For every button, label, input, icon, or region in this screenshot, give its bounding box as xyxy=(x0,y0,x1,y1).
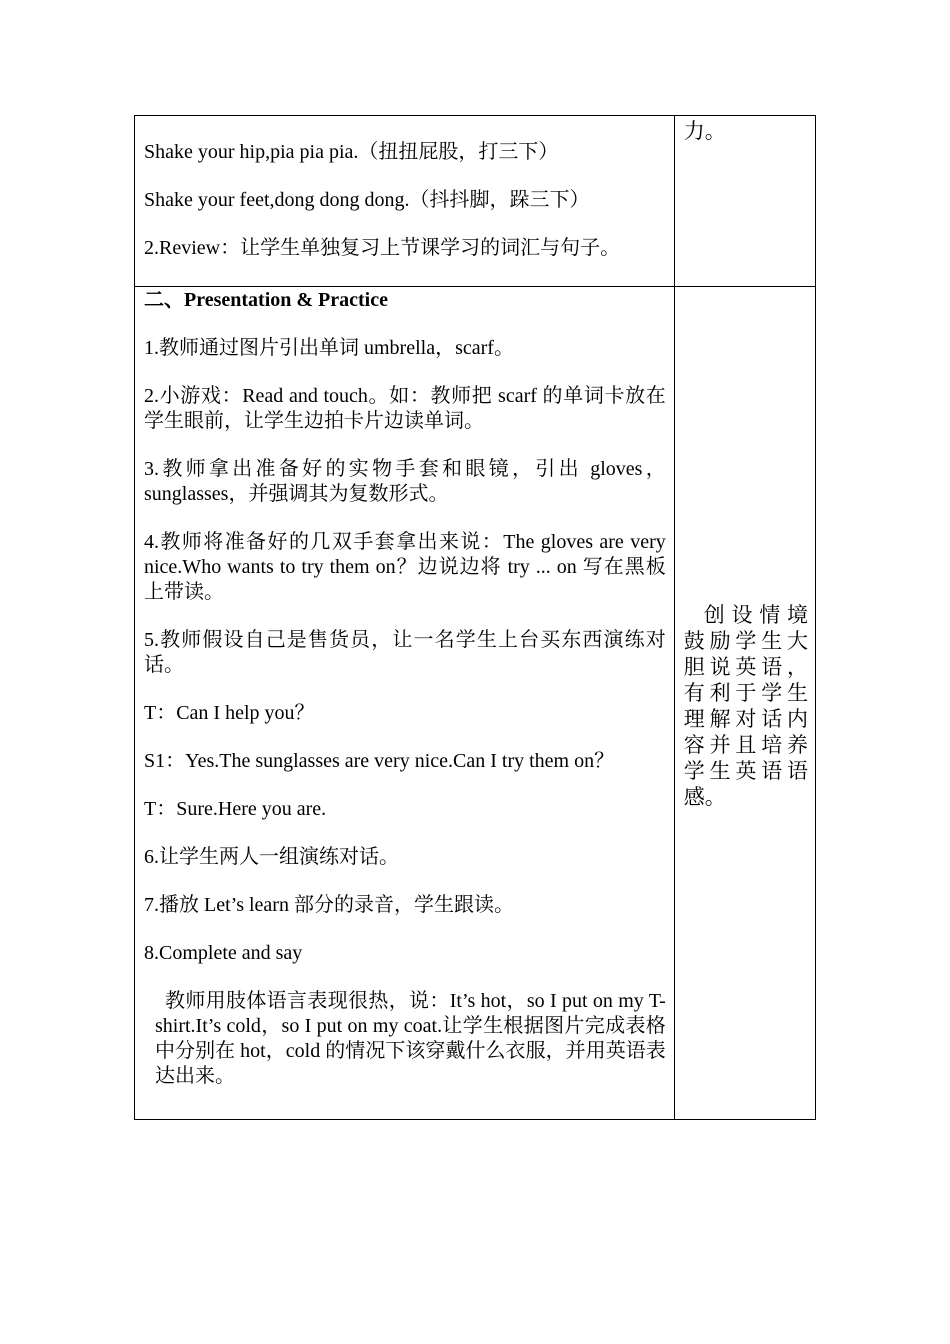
warmup-note-cell xyxy=(674,116,815,287)
warmup-line-shake-feet: Shake your feet,dong dong dong.（抖抖脚，跺三下） xyxy=(144,189,590,211)
dialogue-line-teacher: T：Can I help you？ xyxy=(144,702,315,724)
warmup-line-shake-hip: Shake your hip,pia pia pia.（扭扭屁股，打三下） xyxy=(144,141,559,163)
step-item: 1.教师通过图片引出单词 umbrella，scarf。 xyxy=(144,337,514,359)
dialogue-line-teacher: T：Sure.Here you are. xyxy=(144,798,327,820)
presentation-note-cell xyxy=(674,287,815,1120)
presentation-row xyxy=(135,287,816,1120)
warmup-line-review: 2.Review：让学生单独复习上节课学习的词汇与句子。 xyxy=(144,237,621,259)
warmup-row xyxy=(135,116,816,287)
step-item: 2.小游戏：Read and touch。如：教师把 scarf 的单词卡放在学生眼前，让学生边拍卡片边读单词。 xyxy=(144,385,666,432)
step-item: 3.教师拿出准备好的实物手套和眼镜，引出 gloves，sunglasses，并强调其为复数形式。 xyxy=(144,458,666,505)
step-item: 5.教师假设自己是售货员，让一名学生上台买东西演练对话。 xyxy=(144,629,666,676)
step-item: 8.Complete and say xyxy=(144,942,303,964)
lesson-plan-table xyxy=(134,115,816,1120)
presentation-note-text: 创设情境鼓励学生大胆说英语，有利于学生理解对话内容并且培养学生英语语感。 xyxy=(683,603,808,809)
warmup-note-text: 力。 xyxy=(683,119,726,143)
section-heading: 二、Presentation & Practice xyxy=(144,289,388,311)
presentation-content-cell xyxy=(135,287,675,1120)
dialogue-line-student: S1：Yes.The sunglasses are very nice.Can I try them on？ xyxy=(144,750,615,772)
warmup-content-cell xyxy=(135,116,675,287)
step-item: 4.教师将准备好的几双手套拿出来说：The gloves are very nice.Who wants to try them on？边说边将 try ... on 写在黑板上带读。 xyxy=(144,531,666,603)
complete-and-say-paragraph: 教师用肢体语言表现很热，说：It’s hot，so I put on my T-shirt.It’s cold，so I put on my coat.让学生根据图片完成表格中分别在 hot，cold 的情况下该穿戴什么衣服，并用英语表达出来。 xyxy=(155,990,666,1087)
step-item: 6.让学生两人一组演练对话。 xyxy=(144,846,399,868)
step-item: 7.播放 Let’s learn 部分的录音，学生跟读。 xyxy=(144,894,514,916)
